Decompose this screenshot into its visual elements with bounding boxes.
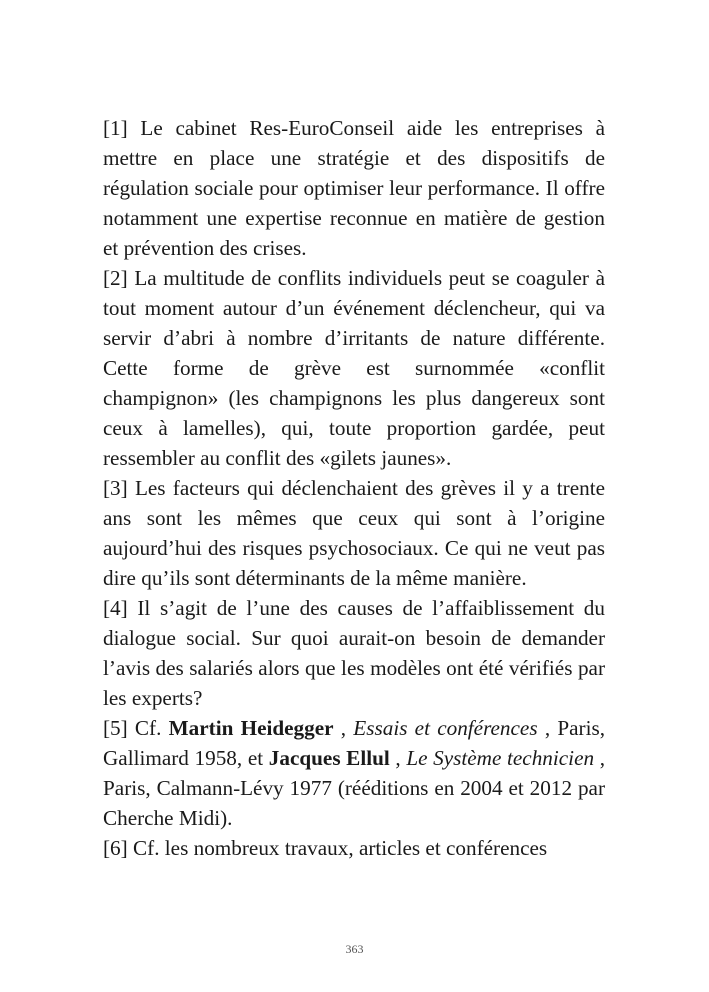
author-name: Jacques Ellul	[268, 746, 390, 770]
separator: ,	[333, 716, 354, 740]
endnote-3	[103, 473, 605, 593]
endnotes-block	[103, 113, 605, 863]
endnote-5-middle: , Paris, Gallimard 1958, et	[103, 716, 606, 770]
endnote-5-suffix: , Paris, Calmann-Lévy 1977 (rééditions en 2004 et 2012 par Cherche Midi).	[103, 746, 606, 830]
page-number: 363	[345, 942, 364, 956]
endnote-1-text: [1] Le cabinet Res-EuroConseil aide les entreprises à mettre en place une stratégie et des dispositifs de régulation sociale pour optimiser leur performance. Il offre notamment une expertise reconnue en matière de gestion et prévention des crises.	[103, 116, 605, 260]
separator: ,	[389, 746, 407, 770]
endnote-4-text: [4] Il s’agit de l’une des causes de l’affaiblissement du dialogue social. Sur quoi aurait-on besoin de demander l’avis des salariés alors que les modèles ont été vérifiés par les experts?	[103, 596, 605, 710]
endnote-6-text: [6] Cf. les nombreux travaux, articles et conférences	[103, 836, 548, 860]
author-name: Martin Heidegger	[168, 716, 334, 740]
endnote-3-text: [3] Les facteurs qui déclenchaient des grèves il y a trente ans sont les mêmes que ceux qui sont à l’origine aujourd’hui des risques psychosociaux. Ce qui ne veut pas dire qu’ils sont déterminants de la même manière.	[103, 476, 605, 590]
endnote-5-prefix: [5] Cf.	[103, 716, 169, 740]
endnote-6	[103, 833, 605, 863]
endnote-4	[103, 593, 605, 713]
endnote-2-text: [2] La multitude de conflits individuels peut se coaguler à tout moment autour d’un événement déclencheur, qui va servir d’abri à nombre d’irritants de nature différente. Cette forme de grève est surnommée «conflit champignon» (les champignons les plus dangereux sont ceux à lamelles), qui, toute proportion gardée, peut ressembler au conflit des «gilets jaunes».	[103, 266, 605, 470]
book-title: Essais et conférences	[353, 716, 538, 740]
endnote-1	[103, 113, 605, 263]
endnote-2	[103, 263, 605, 473]
endnote-5	[103, 713, 605, 833]
book-title: Le Système technicien	[406, 746, 595, 770]
